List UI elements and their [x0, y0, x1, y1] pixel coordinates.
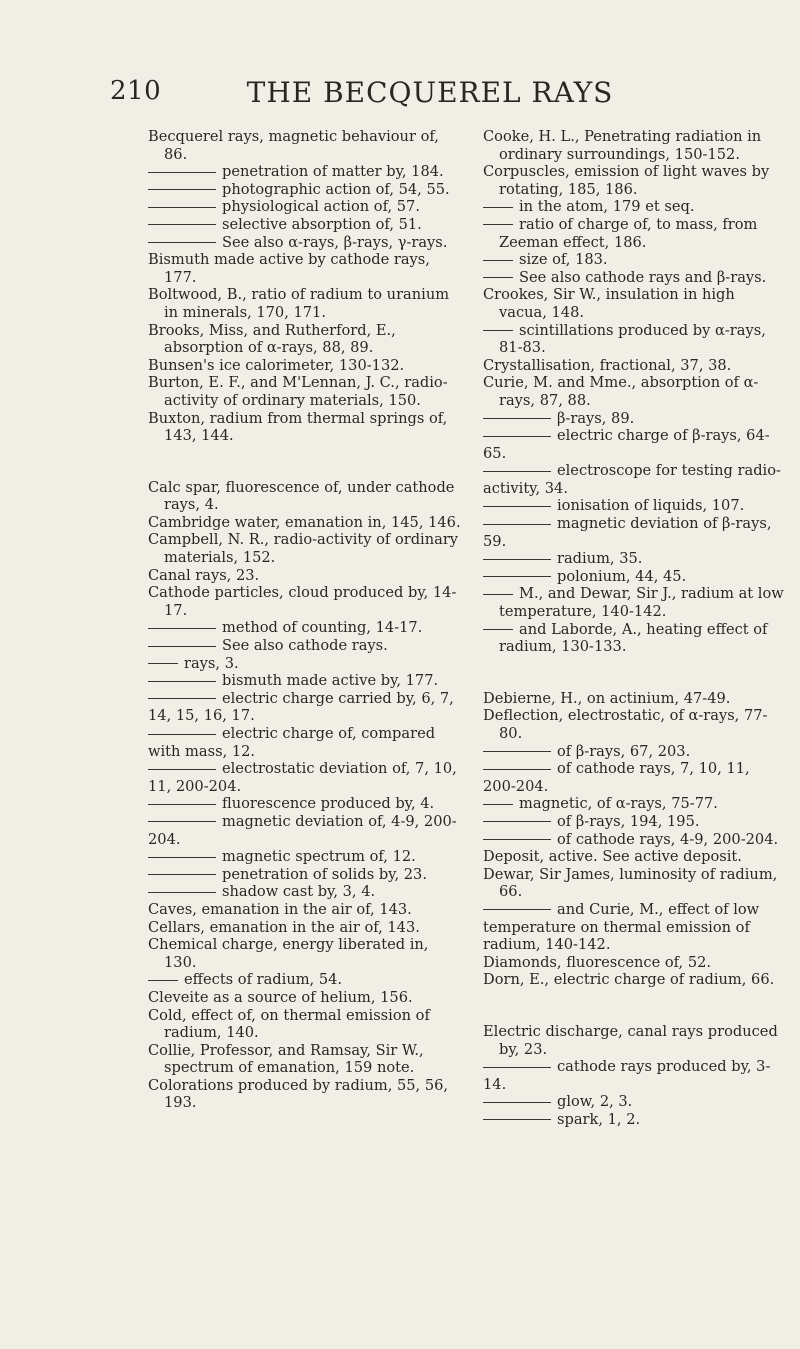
ditto-dash: [483, 330, 513, 331]
index-entry: [148, 584, 462, 619]
ditto-dash: [483, 804, 513, 805]
index-entry: [148, 479, 462, 514]
index-entry: [148, 989, 462, 1007]
index-entry: [148, 795, 462, 813]
index-entry: [148, 725, 462, 760]
ditto-dash: [148, 628, 216, 629]
index-entry: [483, 848, 785, 866]
index-entry-text: Cathode particles, cloud produced by, 14-17.: [148, 584, 457, 619]
index-entry: [483, 216, 785, 251]
index-entry: [148, 181, 462, 199]
index-entry-text: magnetic deviation of, 4-9, 200-204.: [148, 812, 457, 848]
index-entry: [148, 410, 462, 445]
index-entry: [483, 427, 785, 462]
index-entry-text: and Laborde, A., heating effect of radium, 130-133.: [499, 620, 768, 656]
index-entry-text: glow, 2, 3.: [557, 1093, 633, 1111]
index-entry-text: magnetic deviation of β-rays, 59.: [483, 515, 772, 550]
ditto-dash: [483, 769, 551, 770]
index-entry-text: Boltwood, B., ratio of radium to uranium in minerals, 170, 171.: [148, 286, 450, 321]
index-entry: [483, 163, 785, 198]
ditto-dash: [483, 909, 551, 910]
index-entry: [483, 743, 785, 761]
ditto-dash: [483, 436, 551, 437]
index-entry: [148, 514, 462, 532]
index-entry-text: Colorations produced by radium, 55, 56, 193.: [148, 1076, 449, 1112]
index-entry-text: shadow cast by, 3, 4.: [222, 883, 376, 901]
index-entry: [148, 848, 462, 866]
index-entry-text: ionisation of liquids, 107.: [557, 497, 745, 515]
index-entry: [148, 567, 462, 585]
ditto-dash: [148, 189, 216, 190]
section-gap: [483, 989, 785, 1023]
ditto-dash: [148, 857, 216, 858]
ditto-dash: [148, 207, 216, 208]
index-entry-text: electroscope for testing radio-activity, 34.: [483, 462, 781, 497]
index-entry-text: Debierne, H., on actinium, 47-49.: [483, 689, 731, 707]
index-entry: [148, 637, 462, 655]
index-entry-text: Bunsen's ice calorimeter, 130-132.: [148, 356, 405, 374]
index-entry: [483, 901, 785, 954]
index-entry: [148, 198, 462, 216]
index-entry-text: Corpuscles, emission of light waves by rotating, 185, 186.: [483, 163, 770, 198]
index-entry-text: physiological action of, 57.: [222, 198, 420, 216]
index-entry: [148, 1042, 462, 1077]
index-entry: [148, 1077, 462, 1112]
ditto-dash: [148, 224, 216, 225]
index-entry-text: of β-rays, 67, 203.: [557, 742, 691, 760]
index-entry: [148, 234, 462, 252]
ditto-dash: [483, 524, 551, 525]
index-entry-text: Caves, emanation in the air of, 143.: [148, 900, 412, 918]
index-entry-text: penetration of solids by, 23.: [222, 865, 427, 883]
index-entry-text: Burton, E. F., and M'Lennan, J. C., radio-activity of ordinary materials, 150.: [148, 374, 448, 409]
index-entry-text: Deflection, electrostatic, of α-rays, 77-80.: [483, 707, 768, 742]
ditto-dash: [148, 874, 216, 875]
ditto-dash: [148, 172, 216, 173]
index-entry-text: rays, 3.: [184, 654, 239, 672]
index-entry: [148, 322, 462, 357]
index-entry-text: Curie, M. and Mme., absorption of α-rays, 87, 88.: [483, 374, 759, 409]
ditto-dash: [148, 646, 216, 647]
index-entry-text: Chemical charge, energy liberated in, 130.: [148, 936, 429, 971]
index-entry-text: Campbell, N. R., radio-activity of ordinary materials, 152.: [148, 531, 459, 567]
section-gap: [148, 445, 462, 479]
index-entry-text: magnetic spectrum of, 12.: [222, 848, 416, 866]
ditto-dash: [148, 734, 216, 735]
index-entry: [148, 883, 462, 901]
index-entry-text: β-rays, 89.: [557, 409, 635, 427]
index-entry-text: Dorn, E., electric charge of radium, 66.: [483, 971, 775, 989]
index-entry-text: Cleveite as a source of helium, 156.: [148, 988, 413, 1006]
index-entry-text: selective absorption of, 51.: [222, 215, 422, 233]
index-column-left: [148, 128, 462, 1112]
ditto-dash: [483, 839, 551, 840]
index-entry: [483, 251, 785, 269]
index-entry: [483, 760, 785, 795]
ditto-dash: [148, 242, 216, 243]
running-title: THE BECQUEREL RAYS: [246, 76, 614, 109]
index-entry: [483, 954, 785, 972]
page-number: 210: [110, 76, 162, 106]
index-entry-text: ratio of charge of, to mass, from Zeeman effect, 186.: [499, 215, 758, 251]
ditto-dash: [148, 804, 216, 805]
index-entry-text: Cooke, H. L., Penetrating radiation in ordinary surroundings, 150-152.: [483, 128, 762, 163]
index-entry: [483, 357, 785, 375]
index-entry-text: Crystallisation, fractional, 37, 38.: [483, 356, 732, 374]
index-entry: [148, 128, 462, 163]
index-entry: [148, 672, 462, 690]
index-entry: [483, 690, 785, 708]
index-entry: [483, 269, 785, 287]
index-entry-text: Calc spar, fluorescence of, under cathode rays, 4.: [148, 478, 455, 514]
ditto-dash: [483, 576, 551, 577]
index-entry-text: penetration of matter by, 184.: [222, 163, 444, 181]
index-entry: [148, 936, 462, 971]
index-entry: [148, 866, 462, 884]
index-entry-text: fluorescence produced by, 4.: [222, 795, 435, 813]
index-entry-text: in the atom, 179 et seq.: [519, 198, 695, 216]
index-entry: [483, 621, 785, 656]
index-entry: [483, 550, 785, 568]
ditto-dash: [148, 980, 178, 981]
ditto-dash: [148, 681, 216, 682]
index-entry: [483, 813, 785, 831]
index-entry-text: Cold, effect of, on thermal emission of radium, 140.: [148, 1006, 430, 1042]
ditto-dash: [483, 224, 513, 225]
index-entry: [483, 971, 785, 989]
index-entry: [483, 286, 785, 321]
index-entry: [148, 374, 462, 409]
index-entry: [148, 901, 462, 919]
index-entry: [148, 690, 462, 725]
index-entry-text: See also cathode rays.: [222, 637, 388, 655]
index-entry-text: electric charge of, compared with mass, 12.: [148, 725, 436, 760]
index-entry: [483, 707, 785, 742]
index-entry-text: photographic action of, 54, 55.: [222, 180, 450, 198]
index-entry: [148, 1007, 462, 1042]
index-entry-text: Diamonds, fluorescence of, 52.: [483, 953, 712, 971]
index-entry: [483, 1058, 785, 1093]
index-entry-text: spark, 1, 2.: [557, 1110, 641, 1128]
ditto-dash: [483, 260, 513, 261]
ditto-dash: [483, 1067, 551, 1068]
index-entry-text: M., and Dewar, Sir J., radium at low temperature, 140-142.: [499, 585, 784, 621]
index-entry-text: Dewar, Sir James, luminosity of radium, 66.: [483, 865, 778, 901]
ditto-dash: [148, 698, 216, 699]
index-entry-text: electric charge of β-rays, 64-65.: [483, 427, 770, 462]
index-entry: [483, 322, 785, 357]
index-entry-text: electrostatic deviation of, 7, 10, 11, 200-204.: [148, 760, 457, 795]
index-entry-text: polonium, 44, 45.: [557, 567, 687, 585]
ditto-dash: [483, 559, 551, 560]
ditto-dash: [148, 892, 216, 893]
index-entry: [483, 795, 785, 813]
ditto-dash: [483, 821, 551, 822]
index-entry: [148, 286, 462, 321]
index-entry-text: scintillations produced by α-rays, 81-83.: [499, 321, 766, 357]
index-entry-text: Crookes, Sir W., insulation in high vacua, 148.: [483, 286, 735, 321]
ditto-dash: [483, 629, 513, 630]
index-entry: [483, 1093, 785, 1111]
ditto-dash: [483, 751, 551, 752]
index-entry-text: of β-rays, 194, 195.: [557, 812, 700, 830]
index-entry-text: Brooks, Miss, and Rutherford, E., absorption of α-rays, 88, 89.: [148, 321, 396, 357]
index-entry: [483, 410, 785, 428]
index-entry: [483, 374, 785, 409]
index-entry: [483, 462, 785, 497]
index-entry-text: Cambridge water, emanation in, 145, 146.: [148, 513, 461, 531]
index-entry-text: Cellars, emanation in the air of, 143.: [148, 918, 420, 936]
index-entry-text: bismuth made active by, 177.: [222, 672, 439, 690]
ditto-dash: [483, 1119, 551, 1120]
index-column-right: [483, 128, 785, 1128]
ditto-dash: [148, 821, 216, 822]
index-entry-text: Canal rays, 23.: [148, 566, 260, 584]
index-entry-text: radium, 35.: [557, 550, 643, 568]
index-entry: [148, 760, 462, 795]
page-header: [110, 76, 750, 116]
index-entry: [483, 1023, 785, 1058]
index-entry-text: See also α-rays, β-rays, γ-rays.: [222, 233, 448, 251]
index-entry-text: Collie, Professor, and Ramsay, Sir W., spectrum of emanation, 159 note.: [148, 1041, 424, 1077]
section-gap: [483, 656, 785, 690]
index-entry-text: cathode rays produced by, 3-14.: [483, 1058, 771, 1093]
index-entry: [483, 866, 785, 901]
index-entry: [148, 251, 462, 286]
index-entry: [483, 128, 785, 163]
index-entry: [148, 919, 462, 937]
index-entry: [148, 619, 462, 637]
index-entry-text: of cathode rays, 7, 10, 11, 200-204.: [483, 760, 750, 795]
index-entry-text: method of counting, 14-17.: [222, 619, 423, 637]
index-entry: [483, 198, 785, 216]
index-entry: [148, 216, 462, 234]
index-entry-text: magnetic, of α-rays, 75-77.: [519, 795, 718, 813]
index-entry: [483, 568, 785, 586]
ditto-dash: [483, 594, 513, 595]
index-entry: [148, 357, 462, 375]
index-entry-text: Bismuth made active by cathode rays, 177.: [148, 251, 430, 286]
index-entry: [148, 531, 462, 566]
index-entry: [483, 585, 785, 620]
index-entry: [483, 515, 785, 550]
index-entry-text: Becquerel rays, magnetic behaviour of, 86.: [148, 128, 439, 163]
ditto-dash: [483, 418, 551, 419]
index-entry-text: Electric discharge, canal rays produced by, 23.: [483, 1022, 778, 1058]
index-entry: [148, 971, 462, 989]
ditto-dash: [483, 471, 551, 472]
index-entry: [483, 497, 785, 515]
index-entry: [148, 655, 462, 673]
index-entry: [148, 813, 462, 848]
index-entry: [483, 1111, 785, 1129]
index-entry: [483, 831, 785, 849]
index-entry-text: See also cathode rays and β-rays.: [519, 268, 767, 286]
index-entry: [148, 163, 462, 181]
index-entry-text: effects of radium, 54.: [184, 971, 343, 989]
ditto-dash: [483, 506, 551, 507]
ditto-dash: [148, 769, 216, 770]
index-entry-text: size of, 183.: [519, 251, 608, 269]
ditto-dash: [148, 663, 178, 664]
index-entry-text: Deposit, active. See active deposit.: [483, 848, 742, 866]
ditto-dash: [483, 277, 513, 278]
index-entry-text: of cathode rays, 4-9, 200-204.: [557, 830, 779, 848]
ditto-dash: [483, 1102, 551, 1103]
index-entry-text: and Curie, M., effect of low temperature on thermal emission of radium, 140-142.: [483, 900, 760, 954]
index-entry-text: electric charge carried by, 6, 7, 14, 15, 16, 17.: [148, 689, 454, 725]
ditto-dash: [483, 207, 513, 208]
index-entry-text: Buxton, radium from thermal springs of, 143, 144.: [148, 409, 448, 445]
